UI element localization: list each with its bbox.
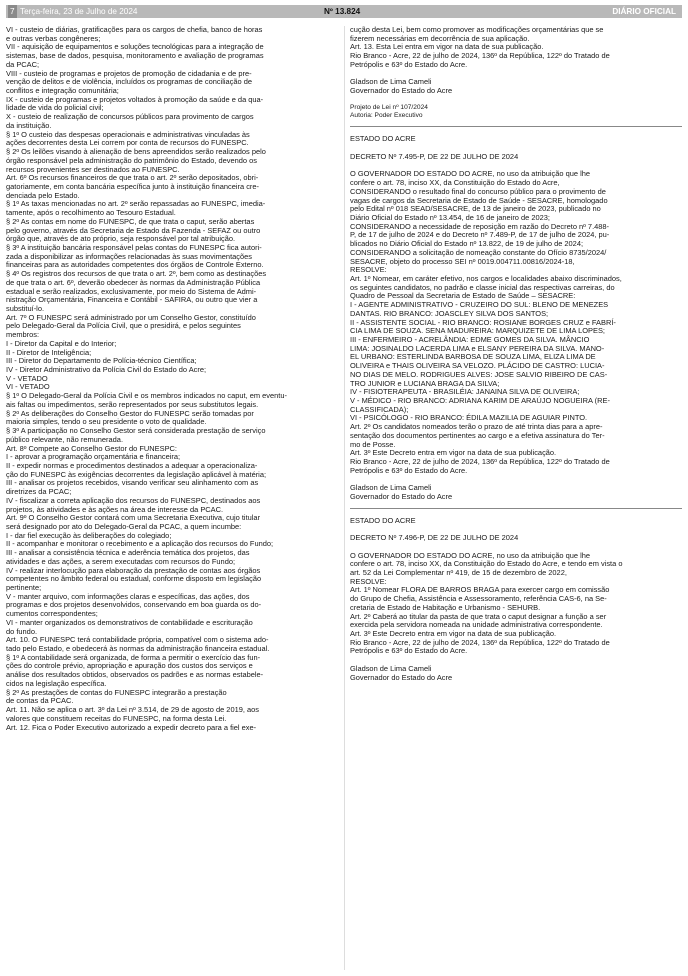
paragraph: O GOVERNADOR DO ESTADO DO ACRE, no uso da atribuição que lhe confere o art. 78, inciso XX, da Constituição do Estado do Acre, bbox=[350, 169, 591, 188]
paragraph: VI - custeio de diárias, gratificações para os cargos de chefia, banco de horas e outras verbas congêneres; bbox=[6, 25, 263, 43]
decree-title: DECRETO Nº 7.496-P, DE 22 DE JULHO DE 2024 bbox=[350, 533, 519, 543]
signature-name: Gladson de Lima Cameli bbox=[350, 77, 432, 87]
paragraph: Art. 6º Os recursos financeiros de que trata o art. 2º serão depositados, obri- gatoriamente, em conta bancária específica junto à instituição financeira cre- denciada pelo Estado. bbox=[6, 173, 260, 200]
column-divider bbox=[344, 26, 345, 970]
paragraph: X - custeio de realização de concursos públicos para provimento de cargos da instituição. bbox=[6, 112, 254, 130]
signature-name: Gladson de Lima Cameli bbox=[350, 483, 432, 493]
paragraph: § 2º As contas em nome do FUNESPC, de que trata o caput, serão abertas pelo governo, através da Secretaria de Estado da Fazenda - SEFAZ ou outro órgão que, através de ato próprio, seja responsável por tal atribuição. bbox=[6, 216, 261, 244]
paragraph: II - expedir normas e procedimentos destinados a adequar a operacionaliza- ção do FUNESPC às exigências decorrentes da legislação aplicável à matéria; bbox=[6, 460, 267, 479]
paragraph: III - Diretor do Departamento de Polícia-técnico Científica; bbox=[6, 356, 197, 366]
project-number: Projeto de Lei nº 107/2024 bbox=[350, 104, 428, 112]
signature-name: Gladson de Lima Cameli bbox=[350, 663, 432, 673]
paragraph: § 1º O Delegado-Geral da Polícia Civil e os membros indicados no caput, em eventu- ais faltas ou impedimentos, serão representados por seus substitutos legais. bbox=[6, 391, 287, 409]
paragraph: Art. 8º Compete ao Conselho Gestor do FUNESPC: bbox=[6, 443, 177, 453]
paragraph: Art. 12. Fica o Poder Executivo autorizado a expedir decreto para a fiel exe- bbox=[6, 722, 257, 732]
paragraph: Art. 1º Nomear, em caráter efetivo, nos cargos e localidades abaixo discriminados, os seguintes candidatos, no padrão e classe inicial das respectivas carreiras, do Quadro de Pessoal da Secretaria de Estado de Saúde – SESACRE: bbox=[350, 273, 622, 301]
paragraph: § 1º A contabilidade será organizada, de forma a permitir o exercício das fun- ções do controle prévio, apropriação e apuração dos custos dos serviços e análise dos resultados obtidos, observados os padrões e as normas estabele- cidos na legislação específica. bbox=[6, 652, 264, 688]
project-author: Autoria: Poder Executivo bbox=[350, 112, 423, 120]
decree-title: DECRETO Nº 7.495-P, DE 22 DE JULHO DE 2024 bbox=[350, 151, 519, 161]
paragraph: I - AGENTE ADMINISTRATIVO - CRUZEIRO DO SUL: BLENO DE MENEZES DANTAS. RIO BRANCO: JOASCLEY SILVA DOS SANTOS; bbox=[350, 300, 609, 318]
paragraph: Art. 11. Não se aplica o art. 3º da Lei nº 3.514, de 29 de agosto de 2019, aos valores que constituem receitas do FUNESPC, na forma desta Lei. bbox=[6, 705, 259, 723]
left-column bbox=[6, 26, 338, 732]
paragraph: Rio Branco - Acre, 22 de julho de 2024, 136º da República, 122º do Tratado de Petrópolis e 63º do Estado do Acre. bbox=[350, 637, 610, 656]
right-column bbox=[350, 26, 682, 682]
paragraph: Art. 1º Nomear FLORA DE BARROS BRAGA para exercer cargo em comissão do Grupo de Chefia, Assistência e Assessoramento, referência CAS-6, na Se- cretaria de Estado de Habitação e Urbanismo - SEHURB. bbox=[350, 585, 610, 612]
paragraph: Art. 7º O FUNESPC será administrado por um Conselho Gestor, constituído pelo Delegado-Geral da Polícia Civil, que o presidirá, e pelos seguintes membros: bbox=[6, 312, 256, 340]
paragraph: IX - custeio de programas e projetos voltados à promoção da saúde e da qua- lidade de vida do policial civil; bbox=[6, 94, 264, 113]
paragraph: § 2º As prestações de contas do FUNESPC integrarão a prestação de contas da PCAC. bbox=[6, 687, 227, 706]
paragraph: I - aprovar a programação orçamentária e financeira; bbox=[6, 452, 181, 462]
paragraph: CONSIDERANDO a necessidade de reposição em razão do Decreto nº 7.488- P, de 17 de julho de 2024 e do Decreto nº 7.489-P, de 17 de julho de 2024, pu- blicados no Diário Oficial do Estado nº 13.822, de 19 de julho de 2024; bbox=[350, 221, 610, 249]
paragraph: Art. 3º Este Decreto entra em vigor na data de sua publicação. bbox=[350, 448, 557, 458]
issue-number: Nº 13.824 bbox=[324, 7, 361, 16]
paragraph: Art. 3º Este Decreto entra em vigor na data de sua publicação. bbox=[350, 629, 557, 638]
state-heading: ESTADO DO ACRE bbox=[350, 134, 416, 144]
signature-role: Governador do Estado do Acre bbox=[350, 491, 453, 501]
paragraph: VI - PSICÓLOGO - RIO BRANCO: ÉDILA MAZILIA DE AGUIAR PINTO. bbox=[350, 413, 588, 423]
paragraph: III - ENFERMEIRO - ACRELÂNDIA: EDME GOMES DA SILVA. MÂNCIO LIMA: JOSINALDO LACERDA LIMA e ELSANY PEREIRA DA SILVA. MANO- EL URBANO: ESTERLINDA BARBOSA DE SOUZA LIMA, ELIZA LIMA DE OLIVEIRA e THAIS OLIVEIRA SA VELOZO. PLÁCIDO DE CASTRO: LUCIA- NO DIAS DE MELO. RODRIGUES ALVES: JOSE SALVIO RIBEIRO DE CAS- TRO JUNIOR e LUCIANA BRAGA DA SILVA; bbox=[350, 335, 608, 388]
paragraph: § 3º A instituição bancária responsável pelas contas do FUNESPC fica autori- zada a disponibilizar as informações relacionadas às suas movimentações financeiras para as autoridades competentes dos órgãos de Controle Externo. bbox=[6, 242, 264, 270]
paragraph: IV - Diretor Administrativo da Polícia Civil do Estado do Acre; bbox=[6, 365, 207, 375]
section-divider bbox=[350, 126, 682, 127]
paragraph: V - MÉDICO - RIO BRANCO: ADRIANA KARIM DE ARAÚJO NOGUEIRA (RE- CLASSIFICADA); bbox=[350, 396, 610, 414]
paragraph: IV - FISIOTERAPEUTA - BRASILÉIA: JANAINA SILVA DE OLIVEIRA; bbox=[350, 387, 580, 397]
paragraph: CONSIDERANDO a solicitação de nomeação constante do Ofício 8735/2024/ SESACRE, objeto do processo SEI nº 0019.004711.00816/2024-18, bbox=[350, 247, 607, 266]
paragraph: I - dar fiel execução às deliberações do colegiado; bbox=[6, 530, 172, 540]
paragraph: VI - manter organizados os demonstrativos de contabilidade e escrituração do fundo. bbox=[6, 617, 253, 636]
paragraph: RESOLVE: bbox=[350, 576, 387, 586]
paragraph: § 1º O custeio das despesas operacionais e administrativas vinculadas às ações decorrentes desta Lei correm por conta de recursos do FUNESPC. bbox=[6, 129, 250, 148]
page-number: 7 bbox=[10, 7, 15, 16]
paragraph: V - manter arquivo, com informações claras e específicas, das ações, dos programas e dos projetos desenvolvidos, conservando em boa guarda os do- cumentos correspondentes; bbox=[6, 591, 262, 619]
paragraph: Art. 2º Caberá ao titular da pasta de que trata o caput designar a função a ser exercida pela servidora nomeada na unidade administrativa correspondente. bbox=[350, 611, 607, 630]
paragraph: § 2º Os leilões visando à alienação de bens apreendidos serão realizados pelo órgão responsável pela administração do patrimônio do Estado, devendo os recursos provenientes ser destinados ao FUNESPC. bbox=[6, 147, 266, 174]
paragraph: O GOVERNADOR DO ESTADO DO ACRE, no uso da atribuição que lhe confere o art. 78, inciso XX, da Constituição do Estado do Acre, e tendo em vista o art. 52 da Lei Complementar nº 419, de 15 de dezembro de 2022, bbox=[350, 550, 623, 577]
paragraph: VIII - custeio de programas e projetos de promoção de cidadania e de pre- venção de delitos e de violência, incluídos os programas de conciliação de conflitos e integração comunitária; bbox=[6, 68, 253, 96]
paragraph: § 1º As taxas mencionadas no art. 2º serão repassadas ao FUNESPC, imedia- tamente, após o recolhimento ao Tesouro Estadual. bbox=[6, 199, 266, 218]
paragraph: V - VETADO bbox=[6, 373, 48, 383]
paragraph: § 4º Os registros dos recursos de que trata o art. 2º, bem como as destinações de que trata o art. 6º, deverão obedecer às normas da Administração Pública estadual e serão realizados, exclusivamente, por meio do Sistema de Admi- nistração Orçamentária, Financeira e Contábil - SAFIRA, ou outro que vier a substituí-lo. bbox=[6, 269, 267, 313]
paragraph: VI - VETADO bbox=[6, 382, 50, 392]
paragraph: I - Diretor da Capital e do Interior; bbox=[6, 338, 117, 348]
paragraph: IV - fiscalizar a correta aplicação dos recursos do FUNESPC, destinados aos projetos, às atividades e às ações na área de interesse da PCAC. bbox=[6, 495, 261, 514]
paragraph: RESOLVE: bbox=[350, 265, 387, 275]
paragraph: CONSIDERANDO o resultado final do concurso público para o provimento de vagas de cargos da Secretaria de Estado de Saúde - SESACRE, homologado pelo Edital nº 018 SEAD/SESACRE, de 13 de janeiro de 2023, publicado no Diário Oficial do Estado nº 13.454, de 16 de janeiro de 2023; bbox=[350, 186, 608, 222]
paragraph: Art. 2º Os candidatos nomeados terão o prazo de até trinta dias para a apre- sentação dos documentos pertinentes ao cargo e a efetiva assinatura do Ter- mo de Posse. bbox=[350, 422, 605, 449]
paragraph: Art. 10. O FUNESPC terá contabilidade própria, compatível com o sistema ado- tado pelo Estado, e obedecerá às normas da administração financeira estadual. bbox=[6, 635, 270, 654]
paragraph: III - analisar a consistência técnica e aderência temática dos projetos, das atividades e das ações, a serem executadas com recursos do Fundo; bbox=[6, 548, 250, 566]
paragraph: II - acompanhar e monitorar o recebimento e a aplicação dos recursos do Fundo; bbox=[6, 539, 274, 549]
signature-role: Governador do Estado do Acre bbox=[350, 86, 453, 96]
paragraph: Art. 9º O Conselho Gestor contará com uma Secretaria Executiva, cujo titular será designado por ato do Delegado-Geral da PCAC, a quem incumbe: bbox=[6, 513, 261, 531]
paragraph: Art. 13. Esta Lei entra em vigor na data de sua publicação. bbox=[350, 42, 544, 52]
paragraph: § 2º As deliberações do Conselho Gestor do FUNESPC serão tomadas por maioria simples, tendo o seu presidente o voto de qualidade. bbox=[6, 408, 254, 427]
paragraph: II - ASSISTENTE SOCIAL - RIO BRANCO: ROSIANE BORGES CRUZ e FABRÍ- CIA LIMA DE SOUZA. SENA MADUREIRA: MARQUIZETE DE LIMA LOPES; bbox=[350, 317, 616, 336]
state-heading: ESTADO DO ACRE bbox=[350, 515, 416, 525]
section-divider bbox=[350, 508, 682, 509]
journal-title: DIÁRIO OFICIAL bbox=[612, 7, 676, 16]
paragraph: Rio Branco - Acre, 22 de julho de 2024, 136º da República, 122º do Tratado de Petrópolis e 63º do Estado do Acre. bbox=[350, 457, 610, 475]
paragraph: cução desta Lei, bem como promover as modificações orçamentárias que se fizerem necessárias em decorrência de sua aplicação. bbox=[350, 25, 604, 43]
paragraph: Rio Branco - Acre, 22 de julho de 2024, 136º da República, 122º do Tratado de Petrópolis e 63º do Estado do Acre. bbox=[350, 51, 610, 69]
paragraph: IV - realizar interlocução para elaboração da prestação de contas aos órgãos competentes no âmbito federal ou estadual, conforme disposto em legislação pertinente; bbox=[6, 565, 262, 592]
signature-role: Governador do Estado do Acre bbox=[350, 672, 453, 682]
paragraph: VII - aquisição de equipamentos e soluções tecnológicas para a integração de sistemas, base de dados, pesquisa, monitoramento e avaliação de programas da PCAC; bbox=[6, 42, 264, 69]
publication-date: Terça-feira, 23 de Julho de 2024 bbox=[20, 7, 138, 16]
paragraph: II - Diretor de Inteligência; bbox=[6, 347, 92, 357]
paragraph: § 3º A participação no Conselho Gestor será considerada prestação de serviço público relevante, não remunerada. bbox=[6, 426, 266, 444]
page-header bbox=[6, 5, 682, 18]
paragraph: III - analisar os projetos recebidos, visando verificar seu alinhamento com as diretrizes da PCAC; bbox=[6, 478, 259, 497]
